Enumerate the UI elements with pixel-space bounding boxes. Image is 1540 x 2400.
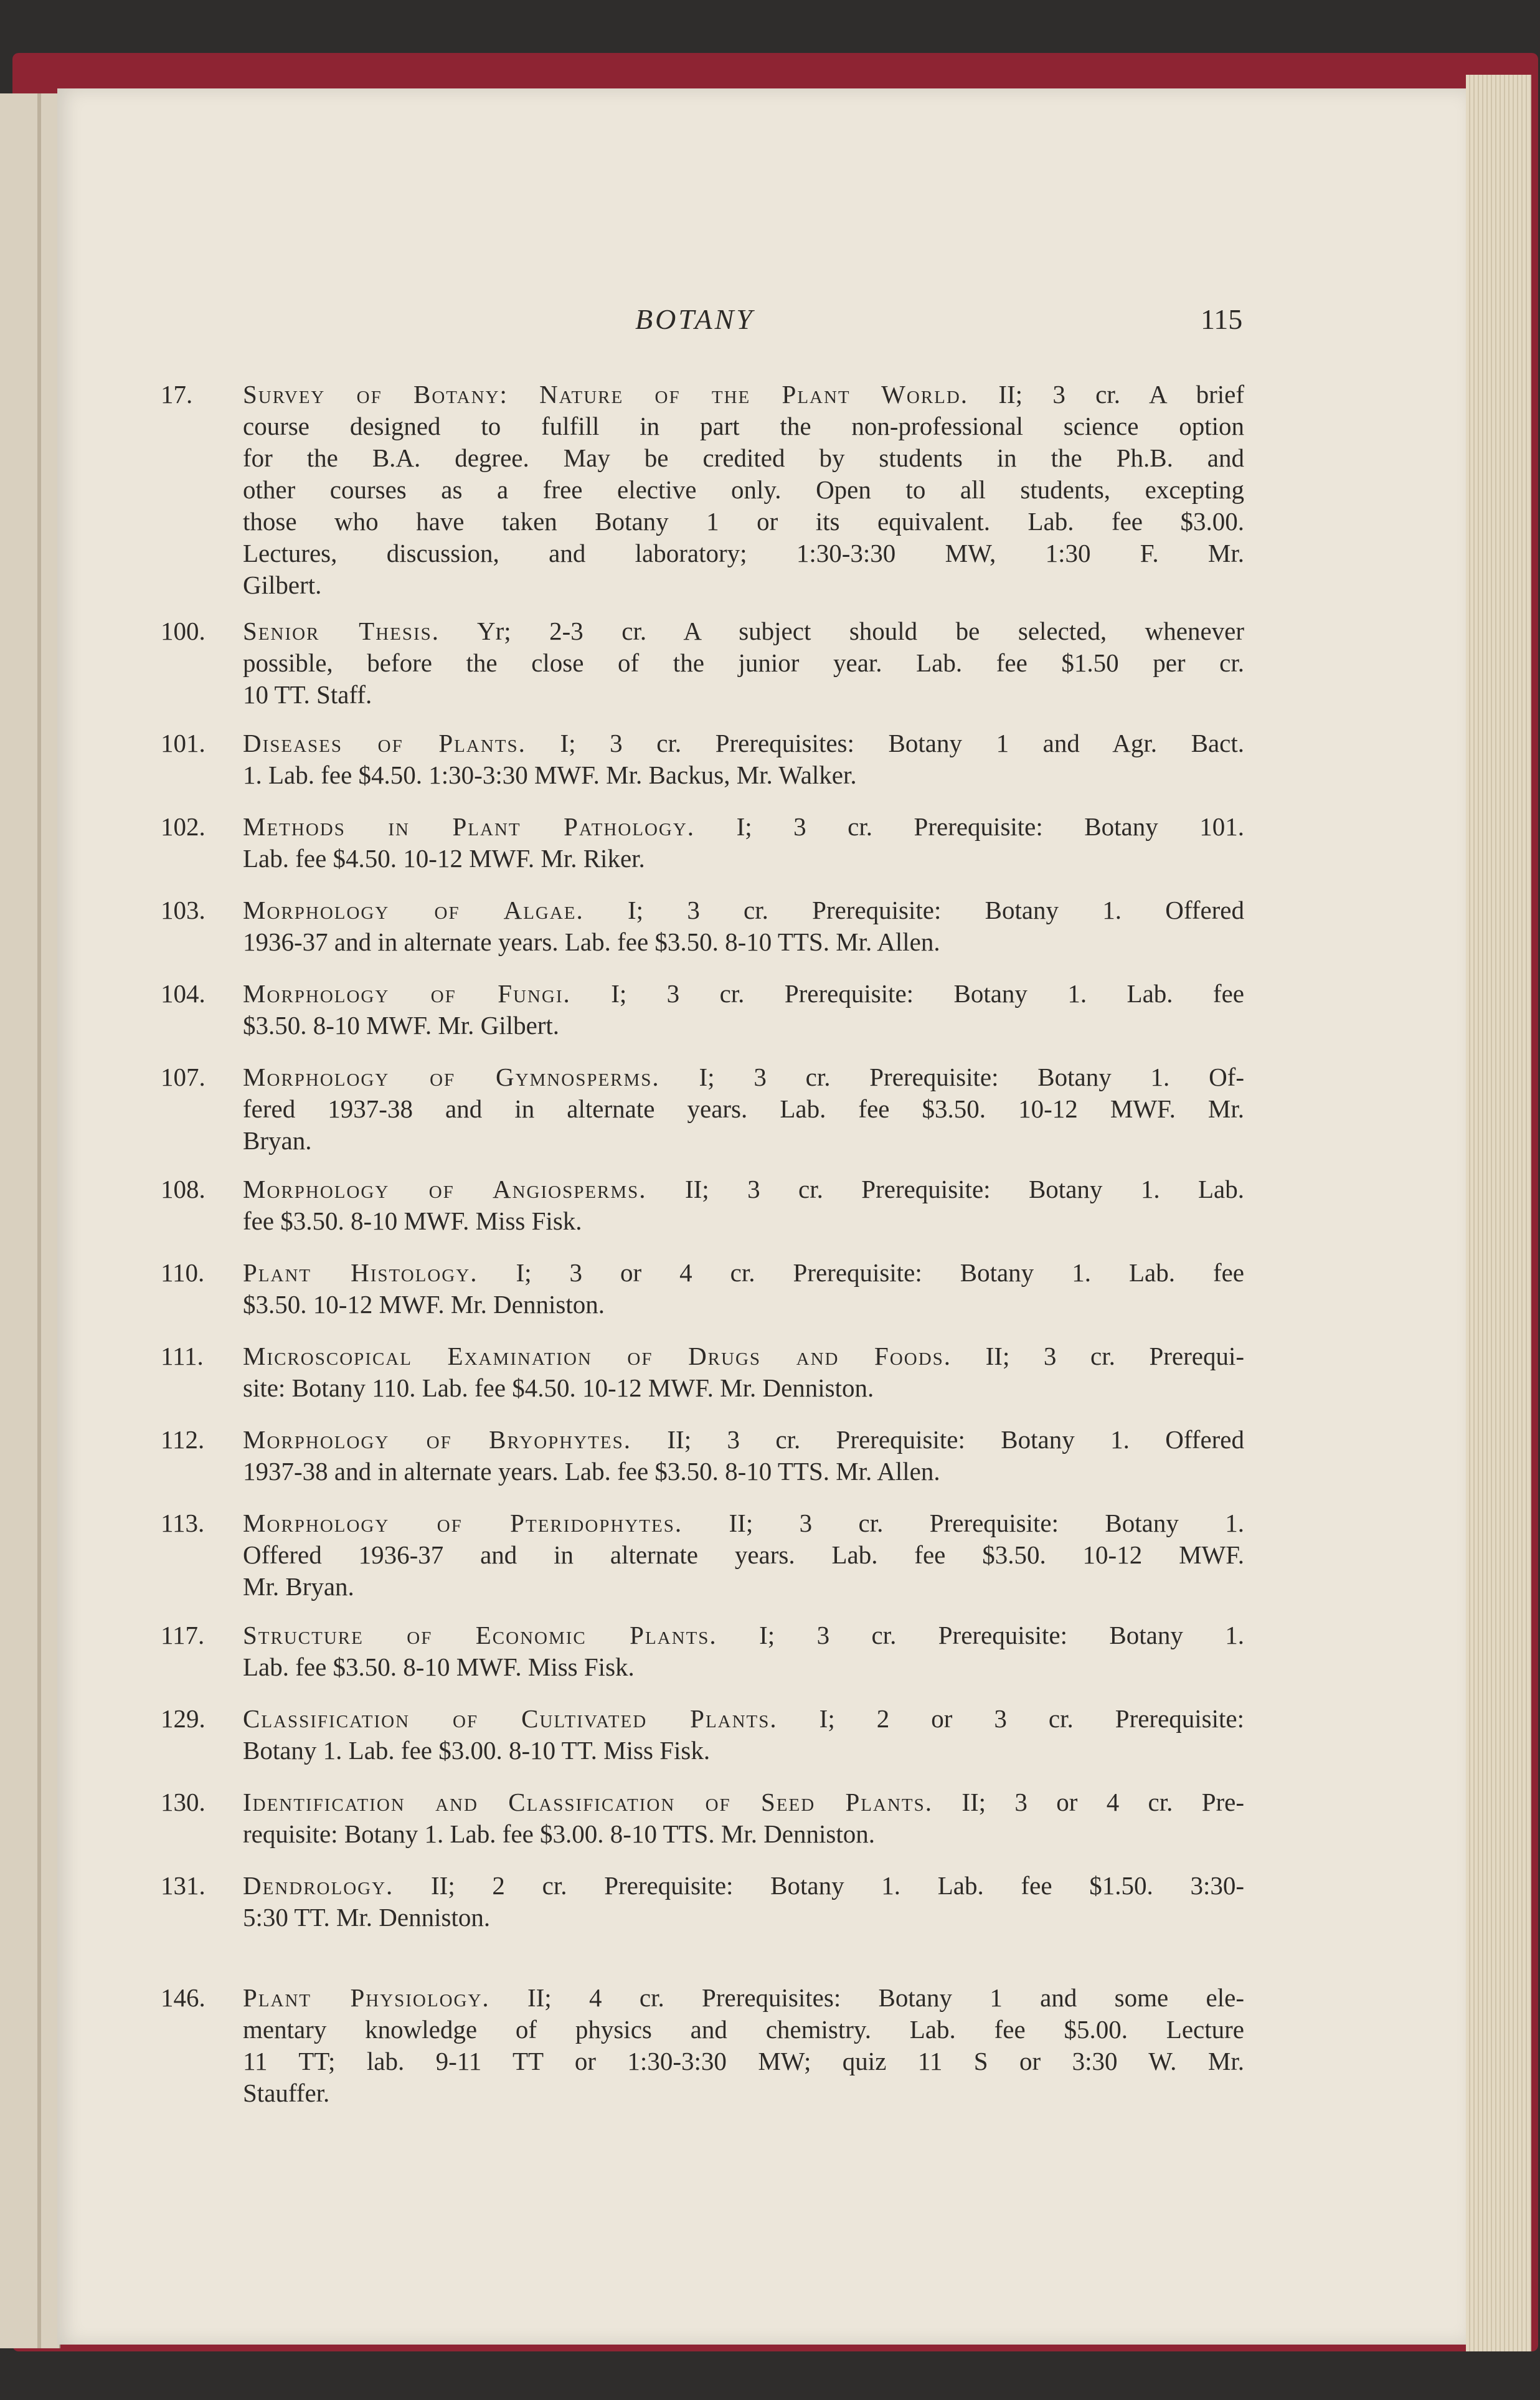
course-line: 1. Lab. fee $4.50. 1:30-3:30 MWF. Mr. Backus, Mr. Walker. (243, 761, 857, 789)
course-entry (161, 728, 1244, 791)
book-spine (37, 93, 41, 2348)
course-entry (161, 1424, 1244, 1487)
course-description (243, 894, 1244, 958)
course-line: Morphology of Angiosperms. II; 3 cr. Prerequisite: Botany 1. Lab. (243, 1175, 1244, 1203)
course-entry (161, 1061, 1244, 1157)
course-entry (161, 1340, 1244, 1404)
course-line: Lab. fee $4.50. 10-12 MWF. Mr. Riker. (243, 844, 645, 873)
course-number: 107. (161, 1063, 205, 1091)
course-title: Morphology of Fungi. (243, 979, 571, 1008)
course-entry (161, 1507, 1244, 1603)
facing-page-edge (0, 93, 60, 2348)
course-entry (161, 1982, 1244, 2109)
course-description (243, 1507, 1244, 1603)
course-line: Diseases of Plants. I; 3 cr. Prerequisites: Botany 1 and Agr. Bact. (243, 729, 1244, 757)
course-line: Morphology of Gymnosperms. I; 3 cr. Prerequisite: Botany 1. Of- (243, 1063, 1244, 1091)
course-line: Plant Physiology. II; 4 cr. Prerequisites: Botany 1 and some ele- (243, 1983, 1244, 2012)
course-line: other courses as a free elective only. Open to all students, excepting (243, 475, 1244, 504)
course-title: Plant Physiology. (243, 1983, 490, 2012)
course-line: Identification and Classification of Seed Plants. II; 3 or 4 cr. Pre- (243, 1788, 1245, 1816)
course-line: possible, before the close of the junior year. Lab. fee $1.50 per cr. (243, 648, 1244, 677)
course-title: Diseases of Plants. (243, 729, 526, 757)
course-description (243, 379, 1244, 601)
course-line: mentary knowledge of physics and chemistry. Lab. fee $5.00. Lecture (243, 2015, 1244, 2044)
course-title: Dendrology. (243, 1871, 394, 1900)
course-line: 5:30 TT. Mr. Denniston. (243, 1903, 491, 1932)
course-title: Morphology of Algae. (243, 896, 584, 924)
course-line: site: Botany 110. Lab. fee $4.50. 10-12 MWF. Mr. Denniston. (243, 1373, 874, 1402)
course-number: 101. (161, 729, 205, 757)
course-line: Lab. fee $3.50. 8-10 MWF. Miss Fisk. (243, 1653, 635, 1681)
course-line: Classification of Cultivated Plants. I; 2 or 3 cr. Prerequisite: (243, 1704, 1244, 1733)
course-entry (161, 1703, 1244, 1767)
course-line: Structure of Economic Plants. I; 3 cr. Prerequisite: Botany 1. (243, 1621, 1244, 1649)
course-line: for the B.A. degree. May be credited by students in the Ph.B. and (243, 443, 1244, 472)
course-line: Bryan. (243, 1126, 312, 1155)
course-entry (161, 1257, 1244, 1321)
course-line: Survey of Botany: Nature of the Plant World. II; 3 cr. A brief (243, 380, 1244, 409)
running-head: BOTANY (635, 303, 755, 335)
course-line: Botany 1. Lab. fee $3.00. 8-10 TT. Miss Fisk. (243, 1736, 711, 1765)
course-title: Plant Histology. (243, 1258, 478, 1287)
course-entry (161, 1620, 1244, 1683)
course-description (243, 1786, 1244, 1850)
course-line: Offered 1936-37 and in alternate years. Lab. fee $3.50. 10-12 MWF. (243, 1540, 1244, 1569)
course-number: 146. (161, 1983, 205, 2012)
course-description (243, 1340, 1244, 1404)
course-description (243, 615, 1244, 711)
course-number: 102. (161, 812, 205, 841)
course-line: requisite: Botany 1. Lab. fee $3.00. 8-10 TTS. Mr. Denniston. (243, 1819, 875, 1848)
course-number: 108. (161, 1175, 205, 1203)
course-entry (161, 1786, 1244, 1850)
course-number: 112. (161, 1425, 205, 1454)
course-entry (161, 379, 1244, 601)
course-line: Lectures, discussion, and laboratory; 1:30-3:30 MW, 1:30 F. Mr. (243, 539, 1244, 567)
course-number: 113. (161, 1509, 205, 1537)
course-number: 129. (161, 1704, 205, 1733)
course-number: 17. (161, 380, 193, 409)
course-number: 131. (161, 1871, 205, 1900)
course-line: Mr. Bryan. (243, 1572, 354, 1601)
course-line: Morphology of Fungi. I; 3 cr. Prerequisite: Botany 1. Lab. fee (243, 979, 1244, 1008)
course-title: Classification of Cultivated Plants. (243, 1704, 778, 1733)
course-line: Dendrology. II; 2 cr. Prerequisite: Botany 1. Lab. fee $1.50. 3:30- (243, 1871, 1244, 1900)
course-title: Microscopical Examination of Drugs and Foods. (243, 1342, 952, 1370)
course-title: Morphology of Angiosperms. (243, 1175, 647, 1203)
course-number: 103. (161, 896, 205, 924)
course-number: 117. (161, 1621, 205, 1649)
course-title: Identification and Classification of Seed Plants. (243, 1788, 933, 1816)
course-line: fered 1937-38 and in alternate years. Lab. fee $3.50. 10-12 MWF. Mr. (243, 1094, 1244, 1123)
course-line: Methods in Plant Pathology. I; 3 cr. Prerequisite: Botany 101. (243, 812, 1244, 841)
course-line: Gilbert. (243, 571, 322, 599)
course-number: 104. (161, 979, 205, 1008)
course-line: 1937-38 and in alternate years. Lab. fee $3.50. 8-10 TTS. Mr. Allen. (243, 1457, 940, 1486)
course-entry (161, 1174, 1244, 1237)
course-entry (161, 894, 1244, 958)
course-line: Senior Thesis. Yr; 2-3 cr. A subject should be selected, whenever (243, 617, 1244, 645)
course-title: Methods in Plant Pathology. (243, 812, 696, 841)
course-title: Survey of Botany: Nature of the Plant World. (243, 380, 969, 409)
course-description (243, 1703, 1244, 1767)
course-description (243, 811, 1244, 875)
course-line: Morphology of Bryophytes. II; 3 cr. Prerequisite: Botany 1. Offered (243, 1425, 1244, 1454)
course-title: Morphology of Pteridophytes. (243, 1509, 683, 1537)
course-description (243, 1982, 1244, 2109)
course-title: Senior Thesis. (243, 617, 440, 645)
course-number: 111. (161, 1342, 204, 1370)
course-description (243, 1870, 1244, 1933)
course-number: 100. (161, 617, 205, 645)
course-number: 110. (161, 1258, 205, 1287)
course-title: Structure of Economic Plants. (243, 1621, 717, 1649)
course-description (243, 1424, 1244, 1487)
page-number: 115 (1201, 303, 1243, 335)
course-line: 10 TT. Staff. (243, 680, 372, 709)
course-line: Microscopical Examination of Drugs and Foods. II; 3 cr. Prerequi- (243, 1342, 1244, 1370)
course-line: 1936-37 and in alternate years. Lab. fee $3.50. 8-10 TTS. Mr. Allen. (243, 927, 940, 956)
course-line: $3.50. 10-12 MWF. Mr. Denniston. (243, 1290, 605, 1319)
course-line: fee $3.50. 8-10 MWF. Miss Fisk. (243, 1207, 582, 1235)
course-line: $3.50. 8-10 MWF. Mr. Gilbert. (243, 1011, 560, 1040)
course-description (243, 978, 1244, 1041)
course-line: Morphology of Algae. I; 3 cr. Prerequisite: Botany 1. Offered (243, 896, 1245, 924)
course-line: those who have taken Botany 1 or its equivalent. Lab. fee $3.00. (243, 507, 1244, 536)
course-line: Plant Histology. I; 3 or 4 cr. Prerequisite: Botany 1. Lab. fee (243, 1258, 1244, 1287)
course-description (243, 1257, 1244, 1321)
course-line: course designed to fulfill in part the non-professional science option (243, 412, 1244, 440)
course-title: Morphology of Bryophytes. (243, 1425, 631, 1454)
course-entry (161, 615, 1244, 711)
course-entry (161, 978, 1244, 1041)
course-line: 11 TT; lab. 9-11 TT or 1:30-3:30 MW; quiz 11 S or 3:30 W. Mr. (243, 2047, 1244, 2075)
course-entry (161, 1870, 1244, 1933)
course-line: Stauffer. (243, 2079, 330, 2107)
page-edges (1466, 75, 1531, 2351)
course-description (243, 1174, 1244, 1237)
course-description (243, 728, 1244, 791)
course-title: Morphology of Gymnosperms. (243, 1063, 660, 1091)
course-number: 130. (161, 1788, 205, 1816)
course-description (243, 1620, 1244, 1683)
course-line: Morphology of Pteridophytes. II; 3 cr. Prerequisite: Botany 1. (243, 1509, 1244, 1537)
course-description (243, 1061, 1244, 1157)
course-entry (161, 811, 1244, 875)
